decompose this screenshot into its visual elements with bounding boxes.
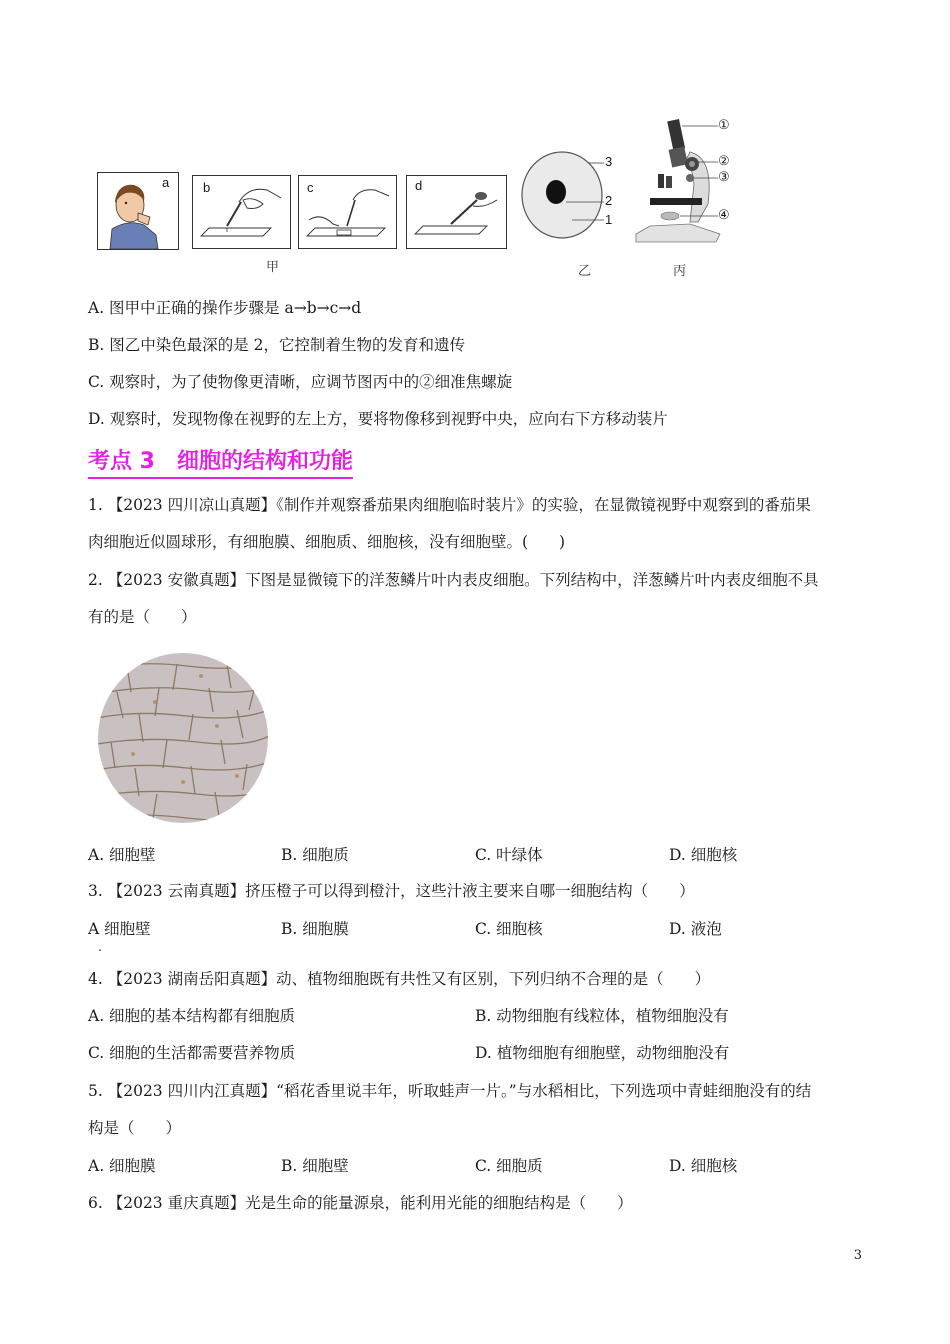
- q2-line-1: 2. 【2023 安徽真题】下图是显微镜下的洋葱鳞片叶内表皮细胞。下列结构中，洋葱鳞片叶内表皮细胞不具: [88, 571, 819, 589]
- panel-c: [298, 175, 397, 249]
- q3-dot: .: [98, 940, 102, 954]
- page-number: 3: [853, 1248, 862, 1263]
- cell-label-3: 3: [605, 154, 613, 169]
- q5-line-1: 5. 【2023 四川内江真题】“稻花香里说丰年，听取蛙声一片。”与水稻相比，下列选项中青蛙细胞没有的结: [88, 1082, 812, 1100]
- panel-b: [192, 175, 291, 249]
- microscope-label-4: ④: [718, 207, 730, 222]
- q1-line-2: 肉细胞近似圆球形，有细胞膜、细胞质、细胞核，没有细胞壁。( ): [88, 533, 566, 551]
- prev-option-c: C. 观察时，为了使物像更清晰，应调节图丙中的②细准焦螺旋: [88, 373, 513, 391]
- q4-option-d: D. 植物细胞有细胞壁，动物细胞没有: [475, 1044, 730, 1062]
- q2-option-b: B. 细胞质: [281, 846, 349, 864]
- cell-label-1: 1: [605, 212, 613, 227]
- prev-option-a: A. 图甲中正确的操作步骤是 a→b→c→d: [88, 299, 362, 317]
- q5-line-2: 构是（ ）: [88, 1119, 182, 1137]
- q5-option-c: C. 细胞质: [475, 1157, 543, 1175]
- microscope-label-1: ①: [718, 117, 730, 132]
- q4-option-a: A. 细胞的基本结构都有细胞质: [88, 1007, 296, 1025]
- q6-line-1: 6. 【2023 重庆真题】光是生命的能量源泉，能利用光能的细胞结构是（ ）: [88, 1194, 633, 1212]
- figure-yi-caption: 乙: [578, 264, 592, 279]
- q3-line-1: 3. 【2023 云南真题】挤压橙子可以得到橙汁，这些汁液主要来自哪一细胞结构（ ）: [88, 882, 695, 900]
- microscope-label-2: ②: [718, 153, 730, 168]
- onion-cell-micrograph: [97, 652, 269, 824]
- q2-option-c: C. 叶绿体: [475, 846, 543, 864]
- q2-option-a: A. 细胞壁: [88, 846, 156, 864]
- q5-option-a: A. 细胞膜: [88, 1157, 156, 1175]
- q4-line-1: 4. 【2023 湖南岳阳真题】动、植物细胞既有共性又有区别，下列归纳不合理的是（ ）: [88, 970, 711, 988]
- panel-d-label: d: [415, 178, 423, 193]
- q3-option-a: A 细胞壁: [88, 920, 151, 938]
- panel-a-label: a: [162, 175, 170, 190]
- q3-option-d: D. 液泡: [669, 920, 722, 938]
- microscope-label-3: ③: [718, 169, 730, 184]
- prev-option-b: B. 图乙中染色最深的是 2，它控制着生物的发育和遗传: [88, 336, 466, 354]
- microscope-illustration: [630, 114, 730, 254]
- prev-option-d: D. 观察时，发现物像在视野的左上方，要将物像移到视野中央，应向右下方移动装片: [88, 410, 668, 428]
- section-title: 考点 3 细胞的结构和功能: [88, 447, 353, 479]
- q5-option-d: D. 细胞核: [669, 1157, 738, 1175]
- panel-c-label: c: [307, 180, 314, 195]
- panel-a: [97, 172, 179, 250]
- figure-bing-caption: 丙: [673, 264, 687, 279]
- q3-option-b: B. 细胞膜: [281, 920, 349, 938]
- q5-option-b: B. 细胞壁: [281, 1157, 349, 1175]
- q4-option-b: B. 动物细胞有线粒体，植物细胞没有: [475, 1007, 729, 1025]
- q4-option-c: C. 细胞的生活都需要营养物质: [88, 1044, 296, 1062]
- q3-option-c: C. 细胞核: [475, 920, 543, 938]
- panel-b-label: b: [203, 180, 211, 195]
- q2-line-2: 有的是（ ）: [88, 608, 197, 626]
- figure-jia-caption: 甲: [266, 260, 280, 275]
- cell-label-2: 2: [605, 193, 613, 208]
- q1-line-1: 1. 【2023 四川凉山真题】《制作并观察番茄果肉细胞临时装片》的实验，在显微镜视野中观察到的番茄果: [88, 496, 811, 514]
- q2-option-d: D. 细胞核: [669, 846, 738, 864]
- panel-d: [406, 175, 507, 249]
